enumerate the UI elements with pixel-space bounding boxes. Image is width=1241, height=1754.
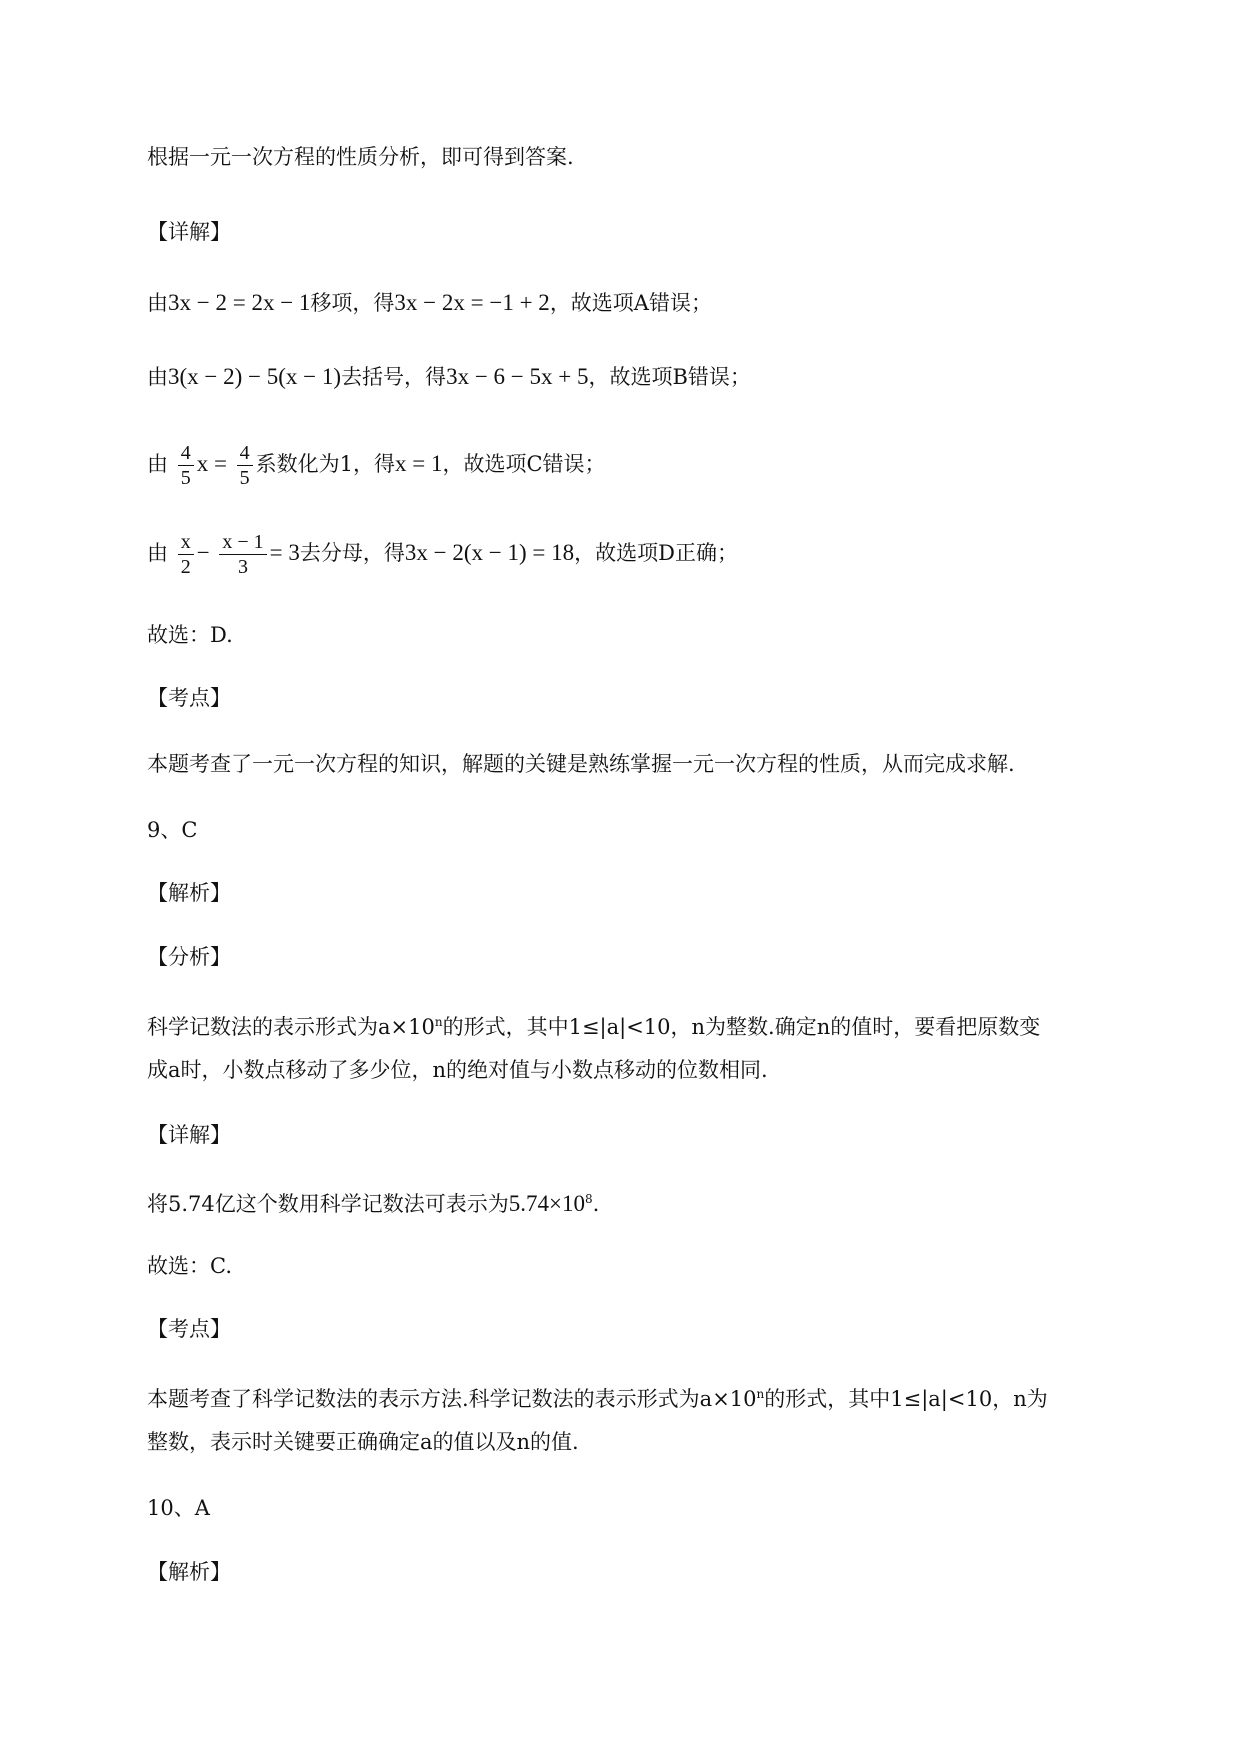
answer-line: 故选：D.: [147, 623, 233, 647]
detail-text: [147, 1184, 599, 1219]
section-header-explanation: 【解析】: [147, 881, 231, 905]
denominator: 3: [238, 556, 248, 578]
analysis-text-cont: 成a时，小数点移动了多少位，n的绝对值与小数点移动的位数相同.: [147, 1058, 768, 1082]
option-c-line: [147, 436, 606, 492]
section-header-explanation: 【解析】: [147, 1560, 231, 1584]
conclusion: ，故选项C错误；: [442, 452, 606, 476]
question-number: 9、C: [147, 818, 198, 842]
fraction: [237, 441, 253, 490]
section-header-detail: 【详解】: [147, 1123, 231, 1147]
analysis-text: [147, 1007, 1040, 1042]
denominator: 5: [239, 467, 250, 489]
denominator: 2: [180, 556, 191, 578]
equation: 3(x − 2) − 5(x − 1): [168, 364, 342, 389]
fraction: [178, 441, 194, 490]
question-number: 10、A: [147, 1496, 210, 1520]
equation-result: x = 1: [394, 451, 443, 476]
text-part: 将5.74亿这个数用科学记数法可表示为: [147, 1192, 509, 1216]
topic-text: 本题考查了一元一次方程的知识，解题的关键是熟练掌握一元一次方程的性质，从而完成求解.: [147, 752, 1015, 776]
exponent: 8: [585, 1192, 593, 1206]
scientific-number: 5.74×10: [508, 1191, 585, 1216]
section-header-topic: 【考点】: [147, 686, 231, 710]
section-header-analysis: 【分析】: [147, 945, 231, 969]
text-part: .: [592, 1192, 600, 1216]
topic-text: [147, 1379, 1048, 1414]
equation-result: 3x − 6 − 5x + 5: [446, 364, 589, 389]
equation-result: 3x − 2(x − 1) = 18: [404, 540, 575, 565]
text-part: 的形式，其中1≤|a|<10，n为: [764, 1387, 1048, 1411]
option-d-line: [147, 525, 738, 581]
text-part: 科学记数法的表示形式为a×10: [147, 1015, 435, 1039]
step-text: 去分母，得: [299, 541, 405, 565]
conclusion: ，故选项B错误；: [588, 365, 751, 389]
analysis-text: 根据一元一次方程的性质分析，即可得到答案.: [147, 145, 574, 169]
conclusion: ，故选项A错误；: [549, 291, 712, 315]
equation-result: 3x − 2x = −1 + 2: [394, 290, 550, 315]
topic-text-cont: 整数，表示时关键要正确确定a的值以及n的值.: [147, 1430, 579, 1454]
step-text: 系数化为1，得: [255, 452, 395, 476]
section-header-topic: 【考点】: [147, 1317, 231, 1341]
exponent: n: [756, 1387, 765, 1401]
fraction: [219, 530, 266, 579]
denominator: 5: [180, 467, 191, 489]
numerator: 4: [237, 441, 253, 466]
answer-line: 故选：C.: [147, 1254, 232, 1278]
variable: x =: [196, 451, 227, 476]
option-a-line: [147, 288, 712, 318]
numerator: x: [178, 530, 194, 555]
numerator: 4: [178, 441, 194, 466]
exponent: n: [434, 1015, 443, 1029]
option-b-line: [147, 362, 751, 392]
text-part: 的形式，其中1≤|a|<10，n为整数.确定n的值时，要看把原数变: [442, 1015, 1041, 1039]
equation: 3x − 2 = 2x − 1: [168, 290, 311, 315]
step-text: 去括号，得: [341, 365, 447, 389]
text-part: 本题考查了科学记数法的表示方法.科学记数法的表示形式为a×10: [147, 1387, 757, 1411]
prefix: 由: [147, 291, 168, 315]
prefix: 由: [147, 452, 168, 476]
step-text: 移项，得: [310, 291, 395, 315]
operator: −: [196, 540, 210, 565]
fraction: [178, 530, 194, 579]
section-header-detail: 【详解】: [147, 220, 231, 244]
numerator: x − 1: [219, 530, 266, 555]
prefix: 由: [147, 541, 168, 565]
prefix: 由: [147, 365, 168, 389]
equation: = 3: [269, 540, 300, 565]
conclusion: ，故选项D正确；: [574, 541, 738, 565]
